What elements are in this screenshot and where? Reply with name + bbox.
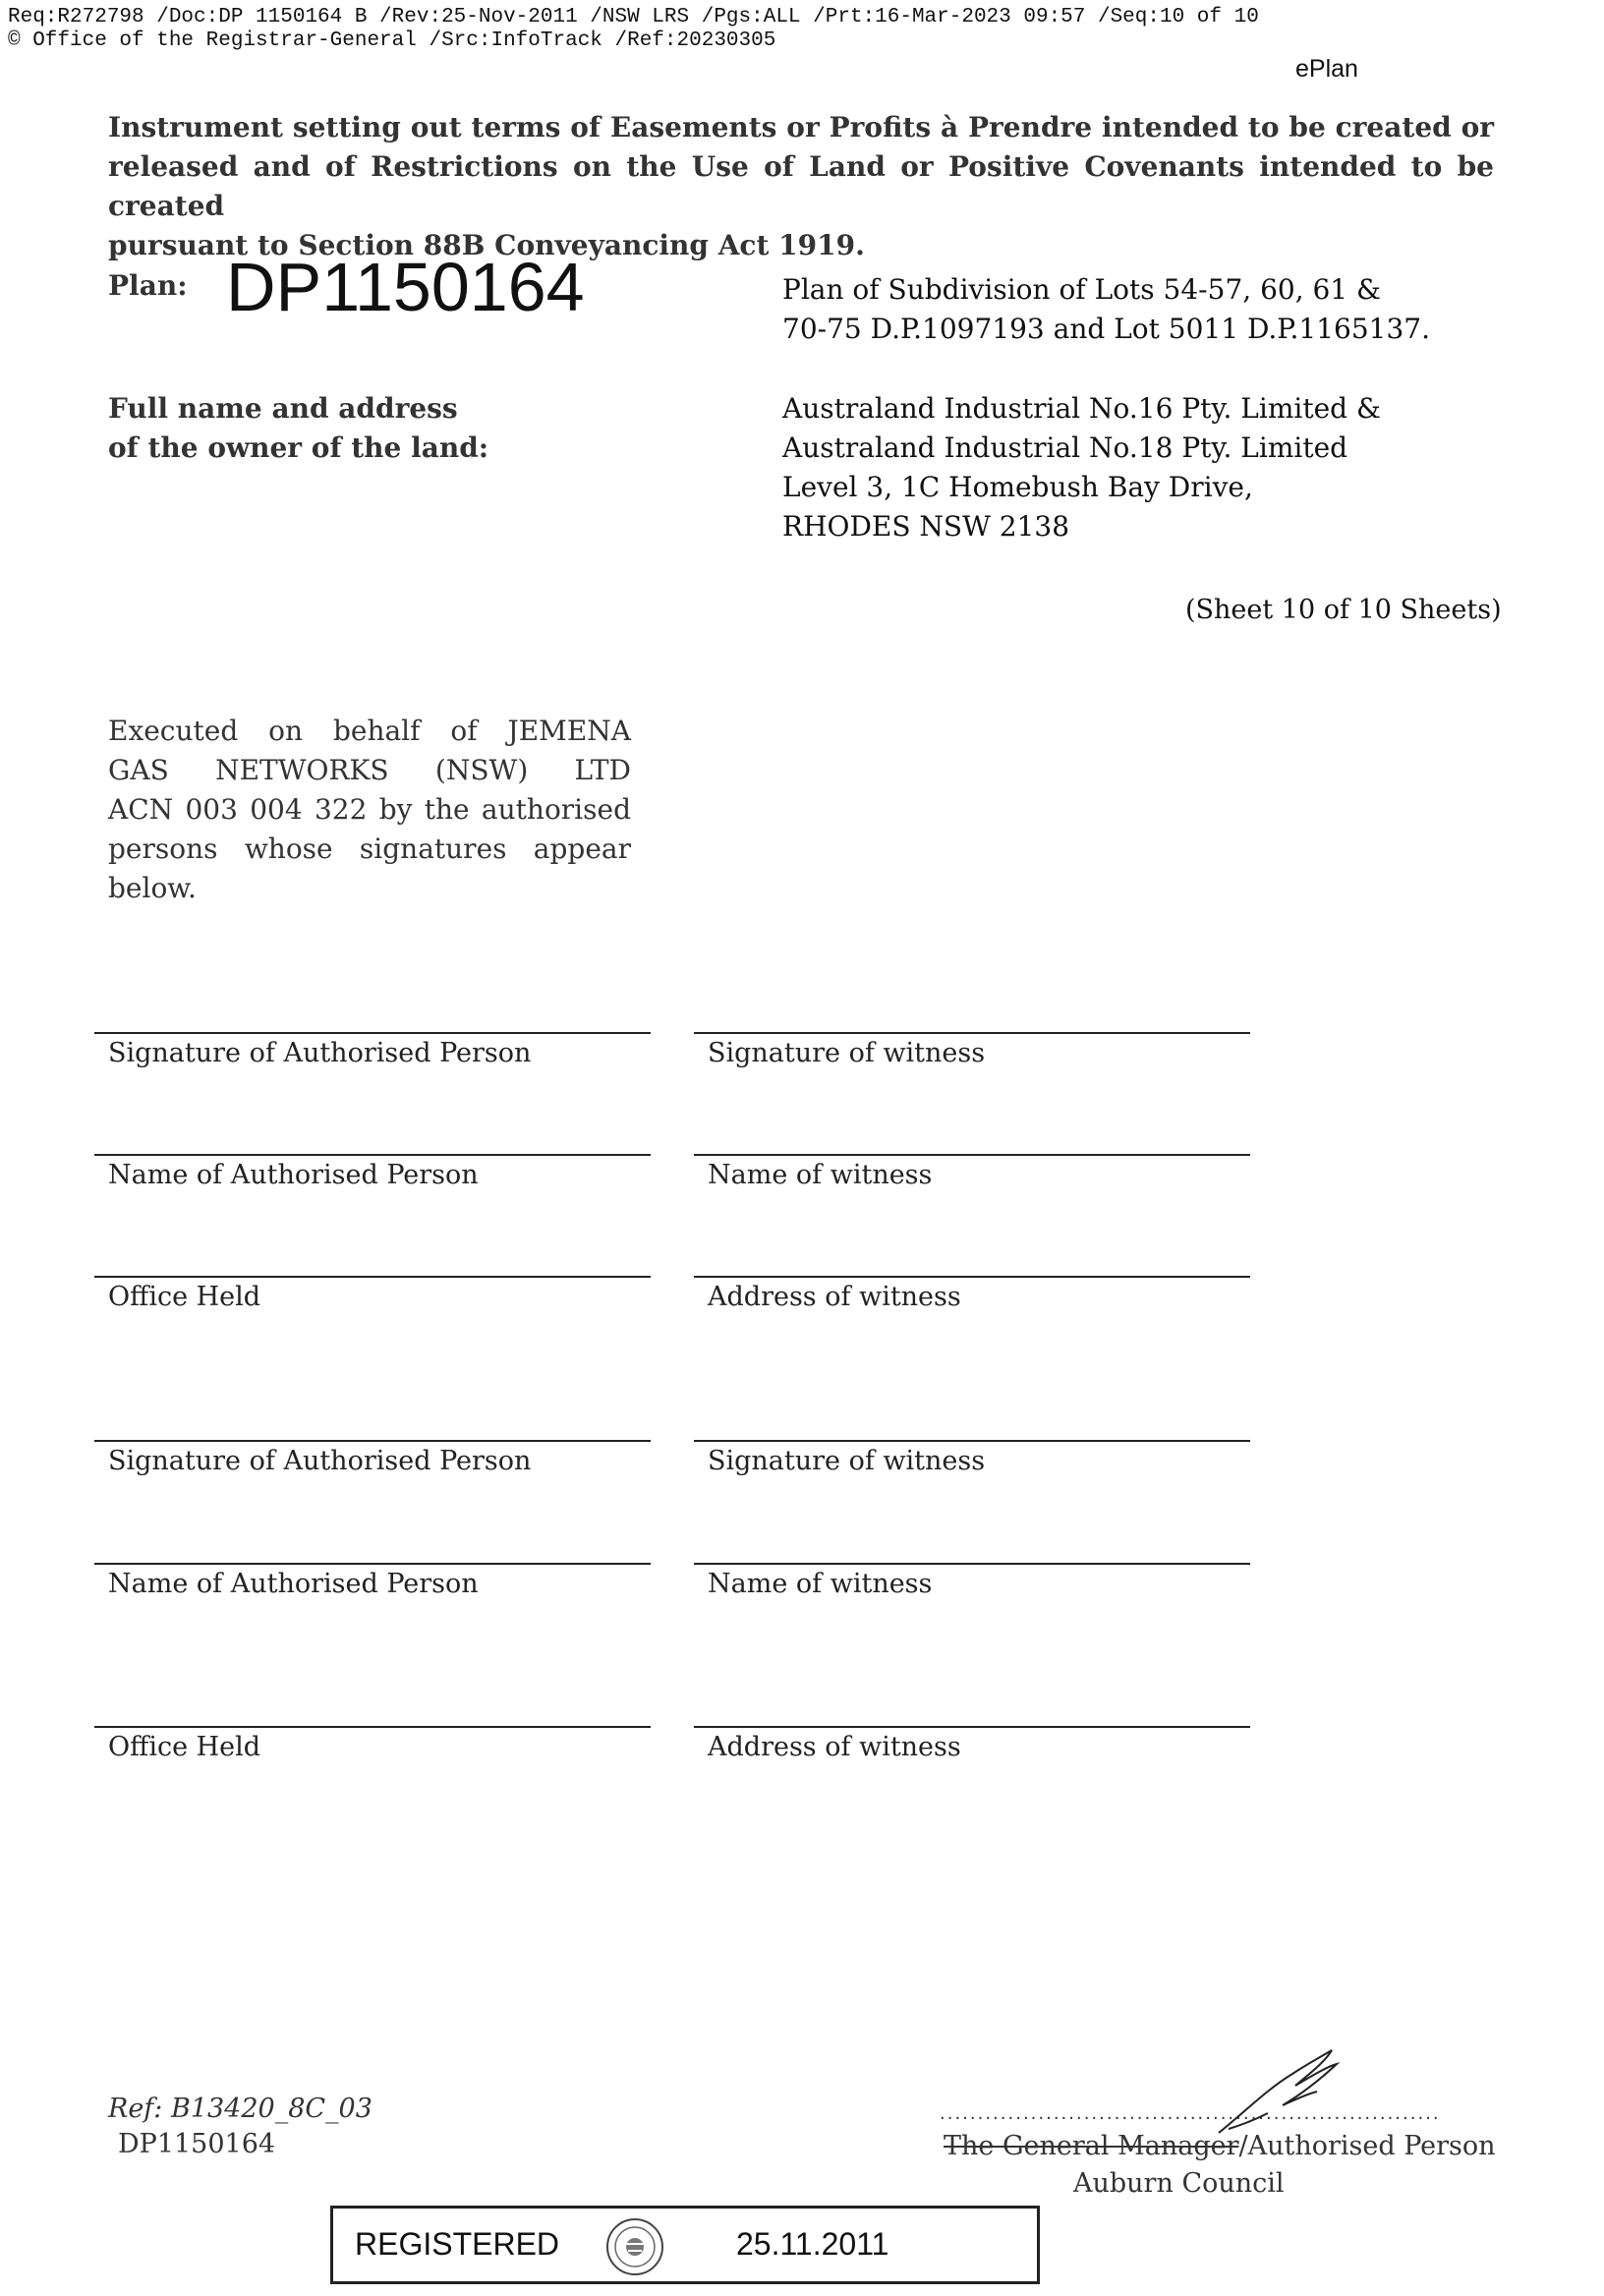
- executed-paragraph: [108, 712, 631, 908]
- footer-plan-number: DP1150164: [118, 2129, 276, 2159]
- signature-line[interactable]: [694, 1563, 1250, 1565]
- signature-line[interactable]: [694, 1154, 1250, 1156]
- title-line-3: pursuant to Section 88B Conveyancing Act 1919.: [108, 229, 865, 261]
- reference: Ref: B13420_8C_03: [108, 2094, 372, 2124]
- signature-line[interactable]: [94, 1154, 651, 1156]
- witness-address-label: Address of witness: [708, 1732, 961, 1762]
- plan-desc-line-1: Plan of Subdivision of Lots 54-57, 60, 61 &: [782, 273, 1381, 306]
- executed-line-1: Executed on behalf of JEMENA: [108, 715, 631, 747]
- office-held-label: Office Held: [108, 1732, 261, 1762]
- owner-address: [782, 389, 1381, 546]
- title-line-2: released and of Restrictions on the Use of Land or Positive Covenants intended to be created: [108, 150, 1494, 222]
- signature-line[interactable]: [694, 1276, 1250, 1278]
- executed-line-3: ACN 003 004 322 by the authorised: [108, 793, 631, 826]
- instrument-title: [108, 108, 1494, 265]
- title-line-1: Instrument setting out terms of Easements or Profits à Prendre intended to be created or: [108, 111, 1494, 144]
- signature-line[interactable]: [94, 1563, 651, 1565]
- council-name: Auburn Council: [1073, 2168, 1285, 2199]
- owner-line-1: Australand Industrial No.16 Pty. Limited &: [782, 392, 1381, 425]
- authorised-name-label: Name of Authorised Person: [108, 1569, 479, 1599]
- executed-line-5: below.: [108, 872, 197, 904]
- witness-name-label: Name of witness: [708, 1160, 933, 1190]
- header-line-2: © Office of the Registrar-General /Src:InfoTrack /Ref:20230305: [8, 29, 776, 52]
- authorised-signature-label: Signature of Authorised Person: [108, 1038, 532, 1068]
- signature-scribble: [1199, 2044, 1356, 2143]
- signature-line[interactable]: [694, 1726, 1250, 1728]
- witness-signature-label: Signature of witness: [708, 1038, 986, 1068]
- seal-icon: [604, 2216, 665, 2277]
- authorised-signature-label: Signature of Authorised Person: [108, 1446, 532, 1476]
- plan-number: DP1150164: [226, 249, 585, 325]
- witness-signature-label: Signature of witness: [708, 1446, 986, 1476]
- registration-date: 25.11.2011: [736, 2226, 889, 2262]
- owner-label-line-1: Full name and address: [108, 392, 458, 425]
- owner-label: [108, 389, 488, 468]
- header-line-1: Req:R272798 /Doc:DP 1150164 B /Rev:25-Nov-2011 /NSW LRS /Pgs:ALL /Prt:16-Mar-2023 09:57 /Seq:10 of 10: [8, 6, 1259, 29]
- plan-label: Plan:: [108, 269, 188, 302]
- signature-line[interactable]: [694, 1440, 1250, 1442]
- witness-name-label: Name of witness: [708, 1569, 933, 1599]
- authorised-title: /Authorised Person: [1238, 2131, 1496, 2161]
- executed-line-2: GAS NETWORKS (NSW) LTD: [108, 754, 631, 786]
- owner-label-line-2: of the owner of the land:: [108, 431, 489, 464]
- registered-label: REGISTERED: [355, 2226, 560, 2262]
- witness-address-label: Address of witness: [708, 1282, 961, 1312]
- owner-line-2: Australand Industrial No.18 Pty. Limited: [782, 431, 1348, 464]
- council-signatory: [944, 2131, 1496, 2161]
- plan-desc-line-2: 70-75 D.P.1097193 and Lot 5011 D.P.1165137.: [782, 313, 1430, 345]
- struck-title: The General Manager: [944, 2131, 1239, 2161]
- registered-stamp: [330, 2206, 1040, 2284]
- sheet-number: (Sheet 10 of 10 Sheets): [1185, 595, 1502, 625]
- signature-line[interactable]: [694, 1032, 1250, 1034]
- signature-dotted-line: ..................................................................: [940, 2103, 1441, 2124]
- eplan-label: ePlan: [1295, 55, 1358, 83]
- signature-line[interactable]: [94, 1726, 651, 1728]
- owner-line-4: RHODES NSW 2138: [782, 510, 1070, 543]
- signature-line[interactable]: [94, 1032, 651, 1034]
- signature-line[interactable]: [94, 1440, 651, 1442]
- authorised-name-label: Name of Authorised Person: [108, 1160, 479, 1190]
- office-held-label: Office Held: [108, 1282, 261, 1312]
- executed-line-4: persons whose signatures appear: [108, 832, 631, 865]
- owner-line-3: Level 3, 1C Homebush Bay Drive,: [782, 471, 1253, 503]
- plan-description: [782, 270, 1430, 349]
- signature-line[interactable]: [94, 1276, 651, 1278]
